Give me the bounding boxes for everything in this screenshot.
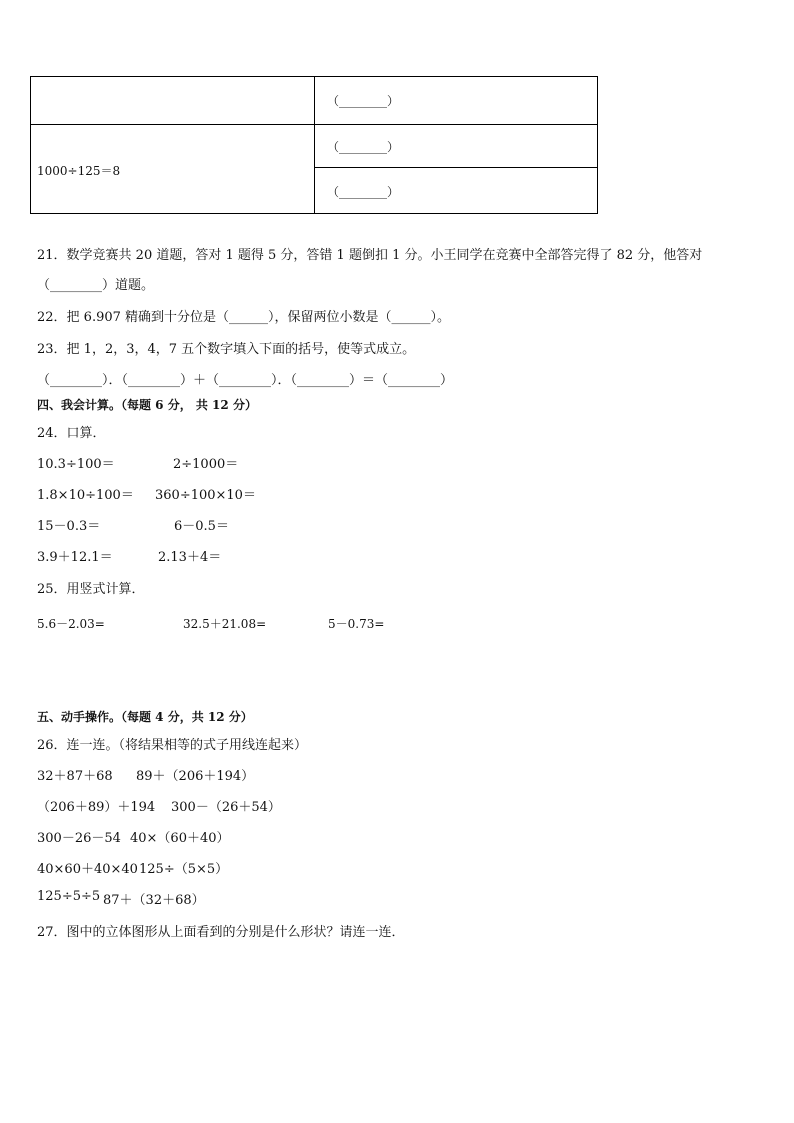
answer-blank[interactable]: （________） — [327, 94, 400, 108]
match-right-item[interactable]: 125÷（5×5） — [139, 862, 229, 877]
mental-math-item: 2÷1000＝ — [173, 457, 239, 472]
question-25-title: 25．用竖式计算． — [37, 582, 145, 597]
section-5-heading: 五、动手操作。（每题 4 分，共 12 分） — [37, 710, 253, 724]
mental-math-item: 360÷100×10＝ — [155, 488, 256, 503]
table-equation: 1000÷125＝8 — [37, 164, 121, 178]
table-subrow-divider — [314, 167, 597, 168]
match-right-item[interactable]: 87＋（32＋68） — [103, 893, 205, 908]
match-left-item[interactable]: 40×60＋40×40 — [37, 862, 138, 877]
question-21-line1: 21．数学竞赛共 20 道题，答对 1 题得 5 分，答错 1 题倒扣 1 分。小王同学在竞赛中全部答完得了 82 分，他答对 — [37, 248, 703, 263]
vertical-calc-item: 5－0.73= — [328, 617, 385, 631]
question-24-title: 24．口算． — [37, 426, 106, 441]
mental-math-item: 6－0.5＝ — [174, 519, 229, 534]
vertical-calc-item: 32.5＋21.08= — [183, 617, 267, 631]
match-left-item[interactable]: 125÷5÷5 — [37, 889, 101, 904]
match-left-item[interactable]: 32＋87＋68 — [37, 769, 113, 784]
mental-math-item: 1.8×10÷100＝ — [37, 488, 134, 503]
section-4-heading: 四、我会计算。（每题 6 分， 共 12 分） — [37, 398, 257, 412]
answer-blank[interactable]: （________） — [327, 185, 400, 199]
table-column-divider — [314, 77, 315, 213]
match-left-item[interactable]: （206＋89）＋194 — [37, 800, 156, 815]
question-23-line1: 23．把 1，2，3，4，7 五个数字填入下面的括号，使等式成立。 — [37, 342, 416, 357]
mental-math-item: 10.3÷100＝ — [37, 457, 115, 472]
question-27-title: 27．图中的立体图形从上面看到的分别是什么形状？请连一连． — [37, 925, 405, 940]
match-right-item[interactable]: 89＋（206＋194） — [136, 769, 255, 784]
mental-math-item: 15－0.3＝ — [37, 519, 101, 534]
question-26-title: 26．连一连。（将结果相等的式子用线连起来） — [37, 738, 308, 753]
mental-math-item: 3.9＋12.1＝ — [37, 550, 113, 565]
question-23-blanks: （________）．（________）＋（________）．（________）＝（________） — [37, 373, 454, 388]
match-left-item[interactable]: 300－26－54 — [37, 831, 121, 846]
question-22: 22．把 6.907 精确到十分位是（______），保留两位小数是（______）。 — [37, 310, 451, 325]
vertical-calc-item: 5.6－2.03= — [37, 617, 105, 631]
answer-blank[interactable]: （________） — [327, 140, 400, 154]
match-right-item[interactable]: 300－（26＋54） — [171, 800, 281, 815]
mental-math-item: 2.13＋4＝ — [158, 550, 222, 565]
question-21-line2: （________）道题。 — [37, 278, 155, 293]
table-row-divider — [31, 124, 597, 125]
answer-table — [30, 76, 598, 214]
match-right-item[interactable]: 40×（60＋40） — [130, 831, 230, 846]
